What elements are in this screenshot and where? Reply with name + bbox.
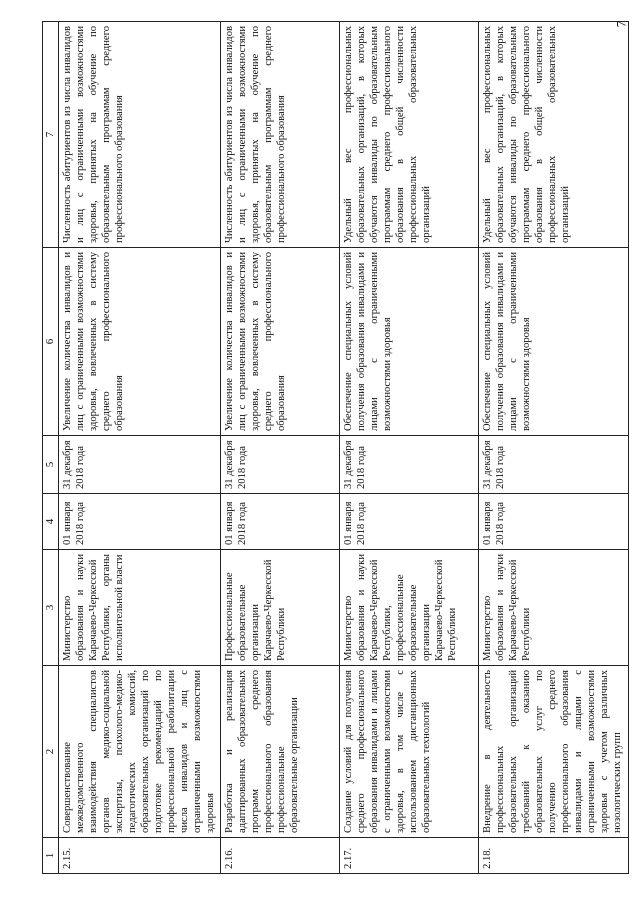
indicator-cell: Численность абитуриентов из числа инвалидов и лиц с ограниченными возможностями здоровья, принятых на обучение по образовательным программам среднего профессионального образования	[221, 22, 340, 248]
action-cell: Совершенствование межведомственного взаимодействия специалистов органов медико-социальной экспертизы, психолого-медико-педагогических комиссий, образовательных организаций по подготовке рекомендаций по профессиональной реабилитации числа инвалидов и лиц с ограниченными возможностями здоровья	[59, 666, 221, 838]
executor-cell: Министерство образования и науки Карачаево-Черкесской Республики	[479, 550, 628, 666]
indicator-cell: Численность абитуриентов из числа инвалидов и лиц с ограниченными возможностями здоровья, принятых на обучение по образовательным программам среднего профессионального образования	[59, 22, 221, 248]
executor-cell: Профессиональные образовательные организации Карачаево-Черкесской Республики	[221, 550, 340, 666]
indicator-cell: Удельный вес профессиональных образовательных организаций, в которых обучаются инвалиды по образовательным программам среднего профессионального образования в общей численности профессиональных образовательных организаций	[479, 22, 628, 248]
action-cell: Разработка и реализация адаптированных образовательных программ среднего профессионального образования профессиональные образовательные организации	[221, 666, 340, 838]
row-number: 2.17.	[340, 838, 479, 874]
rotated-page	[42, 22, 623, 874]
col-header-4: 4	[43, 494, 59, 550]
header-row	[43, 22, 59, 874]
row-number: 2.18.	[479, 838, 628, 874]
start-date-cell: 01 января 2018 года	[479, 494, 628, 550]
table-row	[59, 22, 221, 874]
action-cell: Создание условий для получения среднего профессионального образования инвалидами и лицами с ограниченными возможностями здоровья, в том числе с использованием дистанционных образовательных технологий	[340, 666, 479, 838]
result-cell: Увеличение количества инвалидов и лиц с ограниченными возможностями здоровья, вовлеченных в систему среднего профессионального образования	[221, 248, 340, 436]
col-header-1: 1	[43, 838, 59, 874]
start-date-cell: 01 января 2018 года	[340, 494, 479, 550]
end-date-cell: 31 декабря 2018 года	[340, 436, 479, 494]
table-row	[479, 22, 628, 874]
col-header-6: 6	[43, 248, 59, 436]
measures-table	[42, 21, 629, 874]
end-date-cell: 31 декабря 2018 года	[59, 436, 221, 494]
result-cell: Обеспечение специальных условий получения образования инвалидами и лицами с ограниченными возможностями здоровья	[479, 248, 628, 436]
col-header-5: 5	[43, 436, 59, 494]
start-date-cell: 01 января 2018 года	[59, 494, 221, 550]
executor-cell: Министерство образования и науки Карачаево-Черкесской Республики, органы исполнительной власти	[59, 550, 221, 666]
executor-cell: Министерство образования и науки Карачаево-Черкесской Республики, профессиональные образовательные организации Карачаево-Черкесской Республики	[340, 550, 479, 666]
start-date-cell: 01 января 2018 года	[221, 494, 340, 550]
row-number: 2.16.	[221, 838, 340, 874]
end-date-cell: 31 декабря 2018 года	[221, 436, 340, 494]
action-cell: Внедрение в деятельность профессиональных образовательных организаций требований к оказанию образовательных услуг по получению среднего профессионального образования инвалидами и лицами с ограниченными возможностями здоровья с учетом различных нозологических групп	[479, 666, 628, 838]
page-number: 7	[612, 20, 628, 28]
table-row	[221, 22, 340, 874]
table-row	[340, 22, 479, 874]
result-cell: Увеличение количества инвалидов и лиц с ограниченными возможностями здоровья, вовлеченных в систему среднего профессионального образования	[59, 248, 221, 436]
row-number: 2.15.	[59, 838, 221, 874]
col-header-3: 3	[43, 550, 59, 666]
result-cell: Обеспечение специальных условий получения образования инвалидами и лицами с ограниченными возможностями здоровья	[340, 248, 479, 436]
col-header-2: 2	[43, 666, 59, 838]
col-header-7: 7	[43, 22, 59, 248]
indicator-cell: Удельный вес профессиональных образовательных организаций, в которых обучаются инвалиды по образовательным программам среднего профессионального образования в общей численности профессиональных образовательных организаций	[340, 22, 479, 248]
end-date-cell: 31 декабря 2018 года	[479, 436, 628, 494]
